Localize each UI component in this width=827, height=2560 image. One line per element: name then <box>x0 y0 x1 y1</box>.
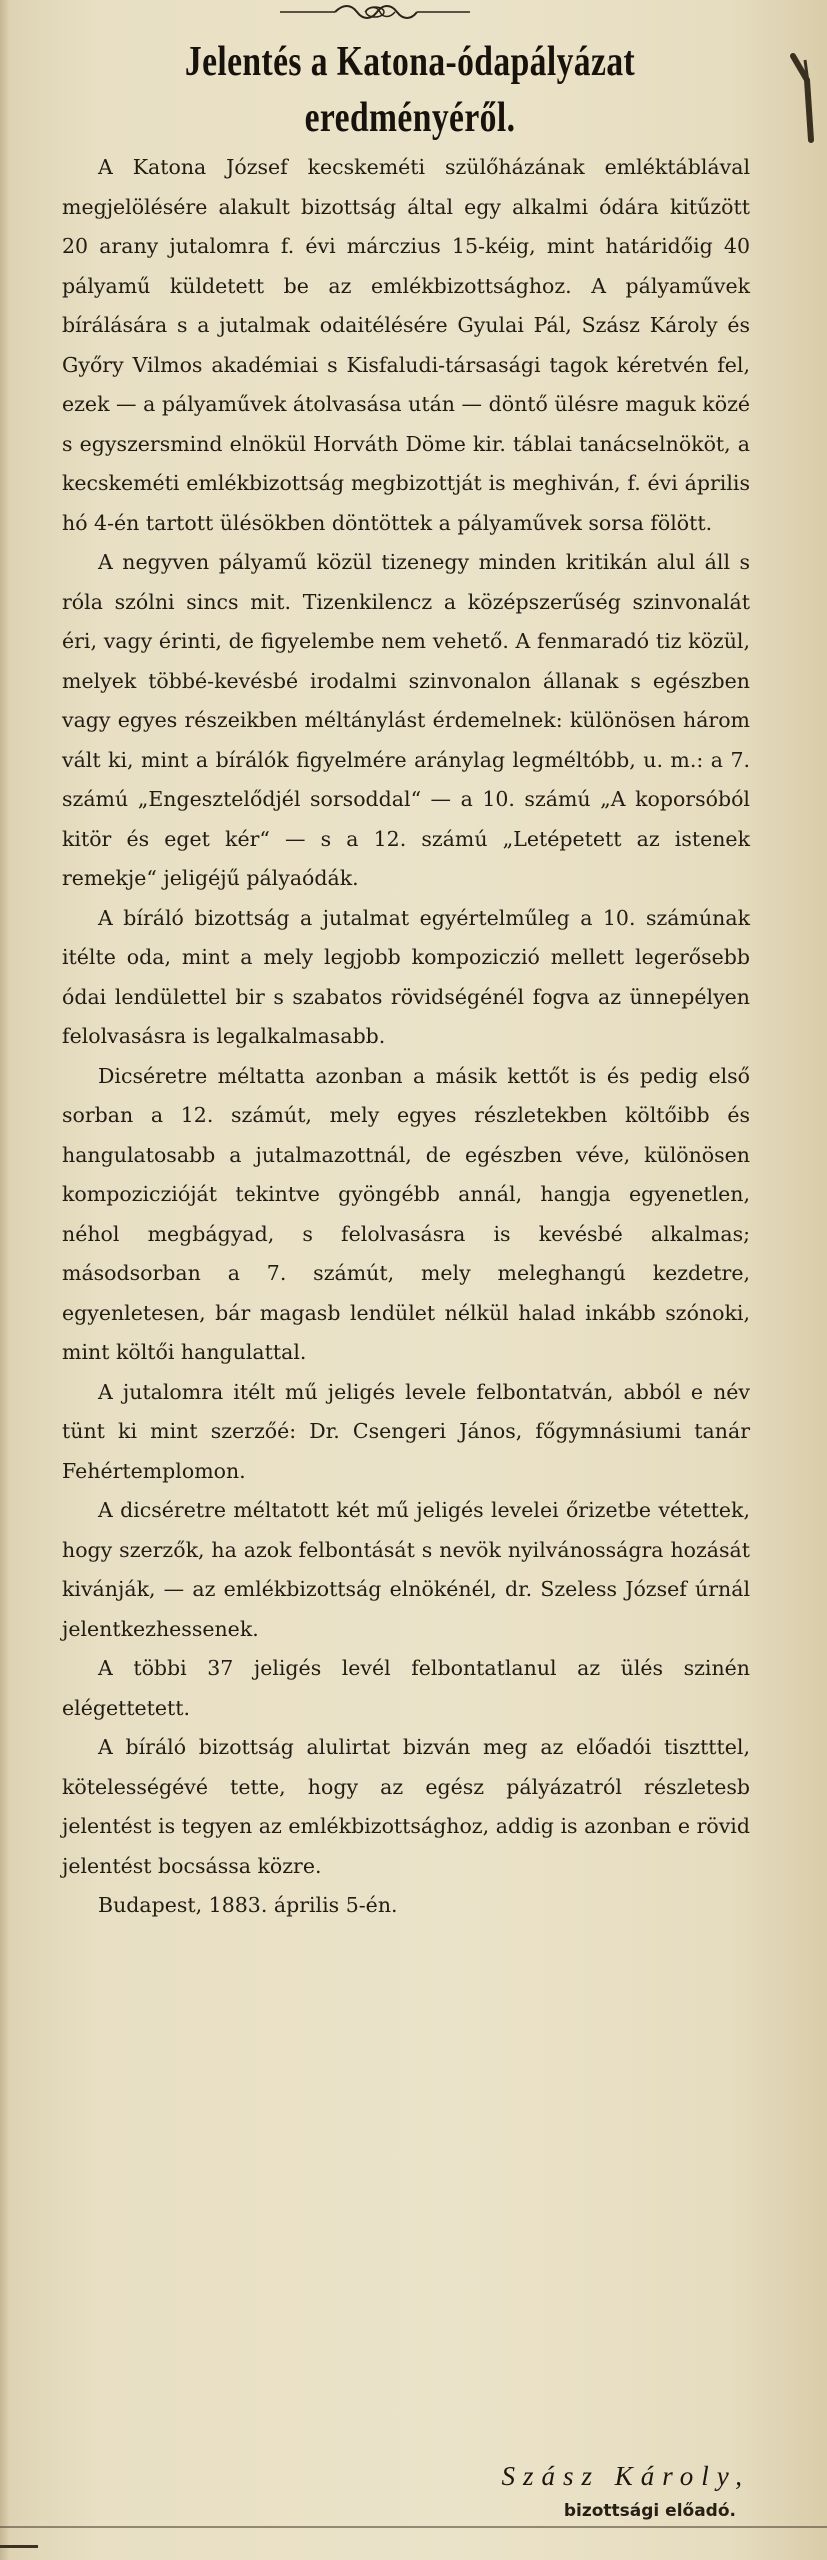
paragraph-5: A jutalomra itélt mű jeligés levele felbontatván, abból e név tünt ki mint szerzőé: Dr. Csengeri János, főgymnásiumi tanár Fehértemplomon. <box>62 1379 750 1483</box>
dateline: Budapest, 1883. április 5-én. <box>98 1893 398 1917</box>
paragraph-2: A negyven pályamű közül tizenegy minden kritikán alul áll s róla szólni sincs mit. Tizenkilencz a középszerűség szinvonalát éri, vagy érinti, de figyelembe nem vehető. A fenmaradó tiz közül, melyek többé-kevésbé irodalmi szinvonalon állanak s egészben vagy egyes részeikben méltánylást érdemelnek: különösen három vált ki, mint a bírálók figyelmére aránylag legméltóbb, u. m.: a 7. számú „Engesztelődjél sorsoddal“ — a 10. számú „A koporsóból kitör és eget kér“ — s a 12. számú „Letépetett az istenek remekje“ jeligéjű pályaódák. <box>62 550 750 890</box>
page-edge-shadow <box>0 0 10 2560</box>
paragraph-3: A bíráló bizottság a jutalmat egyértelműleg a 10. számúnak itélte oda, mint a mely legjobb kompoziczió mellett legerősebb ódai lendülettel bir s szabatos rövidségénél fogva az ünnepélyen felolvasásra is legalkalmasabb. <box>62 905 750 1048</box>
title-line-2: eredményéről. <box>304 95 516 141</box>
bottom-corner-mark <box>0 2545 38 2548</box>
signature-name: Szász Károly, <box>501 2461 750 2491</box>
margin-pencil-mark-icon <box>785 50 825 150</box>
ornament-divider-icon <box>280 0 470 24</box>
article-title <box>130 34 690 146</box>
signature-block <box>501 2458 750 2528</box>
paragraph-7: A többi 37 jeligés levél felbontatlanul az ülés szinén elégettetett. <box>62 1656 750 1720</box>
paragraph-1: A Katona József kecskeméti szülőházának emléktáblával megjelölésére alakult bizottság által egy alkalmi ódára kitűzött 20 arany jutalomra f. évi márczius 15-kéig, mint határidőig 40 pályamű küldetett be az emlékbizottsághoz. A pályaművek bírálására s a jutalmak odaitélésére Gyulai Pál, Szász Károly és Győry Vilmos akadémiai s Kisfaludi-társasági tagok kéretvén fel, ezek — a pályaművek átolvasása után — döntő ülésre maguk közé s egyszersmind elnökül Horváth Döme kir. táblai tanácselnököt, a kecskeméti emlékbizottság megbizottját is meghiván, f. évi április hó 4-én tartott ülésökben döntöttek a pályaművek sorsa fölött. <box>62 155 750 535</box>
title-line-1: Jelentés a Katona-ódapályázat <box>184 39 636 85</box>
paragraph-4: Dicséretre méltatta azonban a másik kettőt is és pedig első sorban a 12. számút, mely egyes részletekben költőibb és hangulatosabb a jutalmazottnál, de egészben véve, különösen kompoziczióját tekintve gyöngébb annál, hangja egyenetlen, néhol megbágyad, s felolvasásra is kevésbé alkalmas; másodsorban a 7. számút, mely meleghangú kezdetre, egyenletesen, bár magasb lendület nélkül halad inkább szónoki, mint költői hangulattal. <box>62 1063 750 1364</box>
paragraph-6: A dicséretre méltatott két mű jeligés levelei őrizetbe vétettek, hogy szerzők, ha azok felbontását s nevök nyilvánosságra hozását kivánják, — az emlékbizottság elnökénél, dr. Szeless József úrnál jelentkezhessenek. <box>62 1498 750 1641</box>
paragraph-8: A bíráló bizottság alulirtat bizván meg az előadói tisztttel, kötelességévé tette, hogy az egész pályázatról részletesb jelentést is tegyen az emlékbizottsághoz, addig is azonban e rövid jelentést bocsássa közre. <box>62 1735 750 1878</box>
article-body <box>62 148 750 1926</box>
signature-role: bizottsági előadó. <box>563 2501 736 2521</box>
bottom-divider <box>0 2526 827 2528</box>
